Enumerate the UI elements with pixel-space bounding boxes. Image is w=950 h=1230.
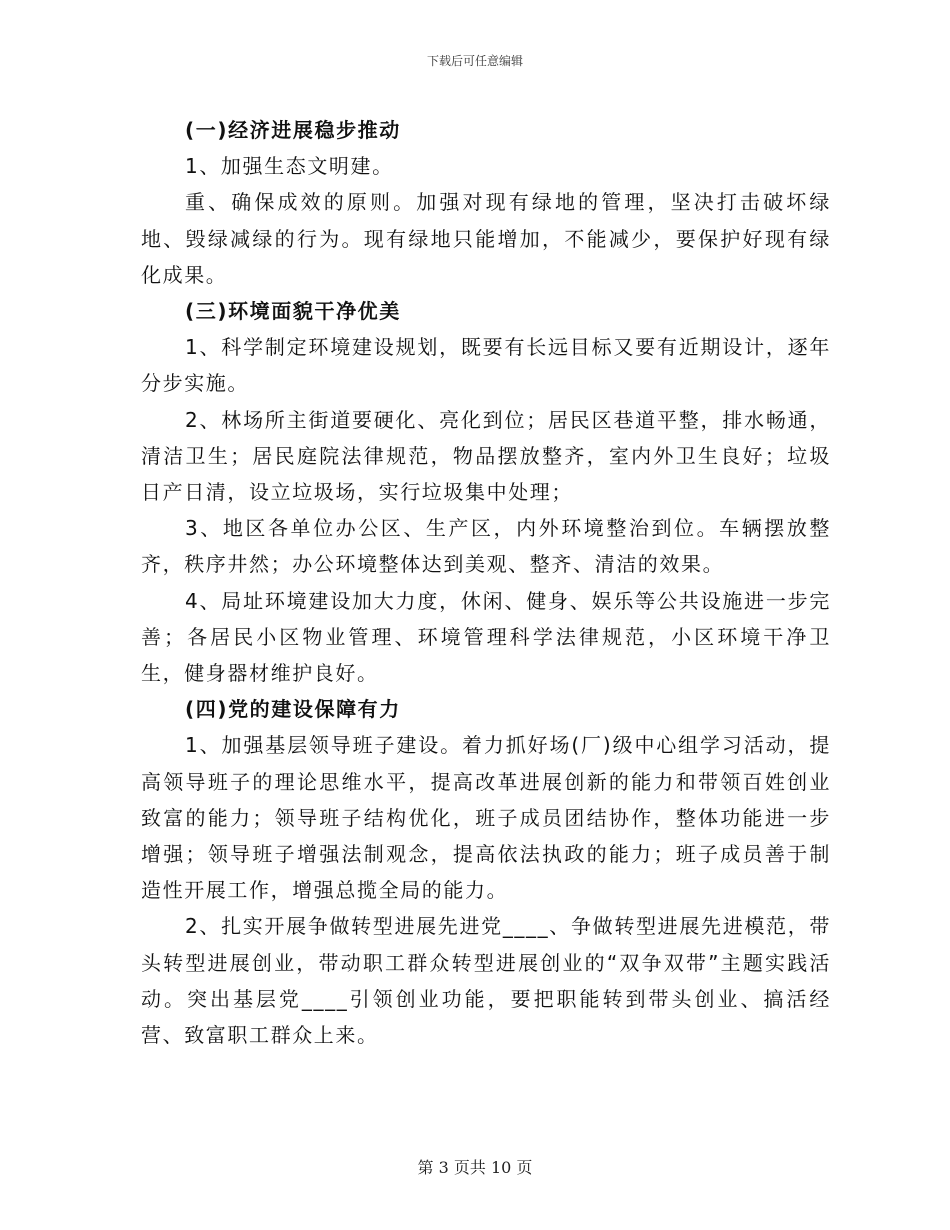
- paragraph: 2、林场所主街道要硬化、亮化到位；居民区巷道平整，排水畅通，清洁卫生；居民庭院法律规范，物品摆放整齐，室内外卫生良好；垃圾日产日清，设立垃圾场，实行垃圾集中处理；: [141, 407, 831, 505]
- section-heading: (一)经济进展稳步推动: [185, 118, 401, 142]
- document-body: [141, 112, 831, 1053]
- paragraph: 1、加强基层领导班子建设。着力抓好场(厂)级中心组学习活动，提高领导班子的理论思维水平，提高改革进展创新的能力和带领百姓创业致富的能力；领导班子结构优化，班子成员团结协作，整体功能进一步增强；领导班子增强法制观念，提高依法执政的能力；班子成员善于制造性开展工作，增强总揽全局的能力。: [141, 733, 831, 903]
- paragraph: 4、局址环境建设加大力度，休闲、健身、娱乐等公共设施进一步完善；各居民小区物业管理、环境管理科学法律规范，小区环境干净卫生，健身器材维护良好。: [141, 588, 831, 686]
- paragraph: 1、科学制定环境建设规划，既要有长远目标又要有近期设计，逐年分步实施。: [141, 335, 831, 396]
- section-heading: (四)党的建设保障有力: [185, 697, 401, 722]
- page-header: 下载后可任意编辑: [426, 54, 523, 68]
- page-footer: 第 3 页共 10 页: [417, 1158, 533, 1177]
- paragraph: 2、扎实开展争做转型进展先进党____、争做转型进展先进模范，带头转型进展创业，带动职工群众转型进展创业的“双争双带”主题实践活动。突出基层党____引领创业功能，要把职能转到带头创业、搞活经营、致富职工群众上来。: [141, 914, 832, 1048]
- paragraph: 重、确保成效的原则。加强对现有绿地的管理，坚决打击破坏绿地、毁绿减绿的行为。现有绿地只能增加，不能减少，要保护好现有绿化成果。: [141, 190, 831, 287]
- section-heading: (三)环境面貌干净优美: [185, 299, 401, 324]
- paragraph: 3、地区各单位办公区、生产区，内外环境整治到位。车辆摆放整齐，秩序井然；办公环境整体达到美观、整齐、清洁的效果。: [141, 516, 831, 577]
- paragraph: 1、加强生态文明建。: [185, 154, 394, 179]
